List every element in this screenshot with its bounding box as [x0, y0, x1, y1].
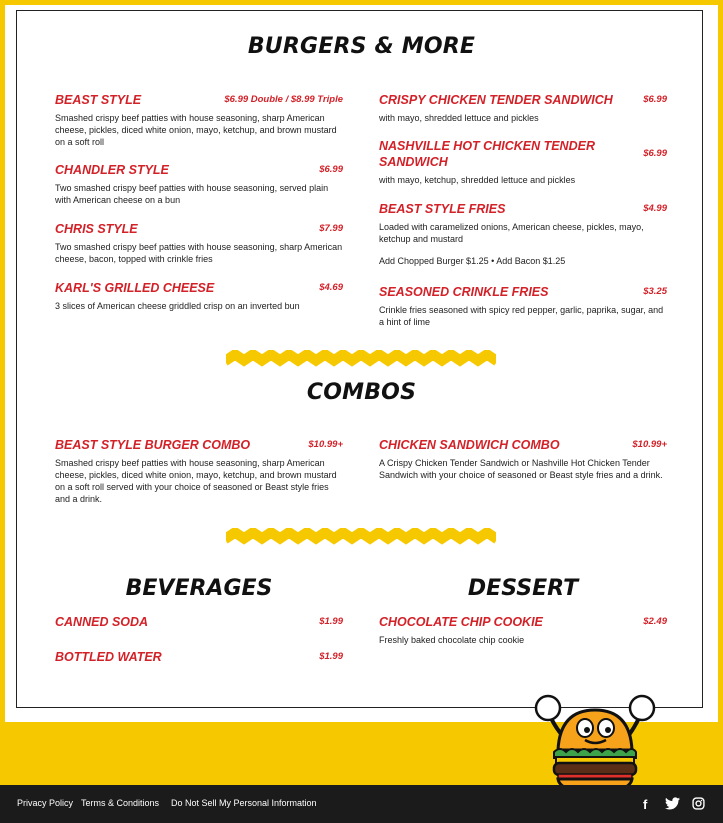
item-description: Loaded with caramelized onions, American cheese, pickles, mayo, ketchup and mustard — [379, 222, 644, 244]
item-name: CHRIS STYLE — [55, 222, 138, 236]
menu-item — [55, 649, 343, 665]
menu-item — [379, 614, 667, 646]
item-description: Two smashed crispy beef patties with house seasoning, sharp American cheese, bacon, topped with crinkle fries — [55, 242, 343, 264]
item-name: CANNED SODA — [55, 615, 149, 629]
item-price: $3.25 — [643, 286, 667, 297]
item-name: CHICKEN SANDWICH COMBO — [379, 438, 560, 452]
menu-item — [55, 437, 343, 505]
item-addons: Add Chopped Burger $1.25 • Add Bacon $1.25 — [379, 256, 566, 266]
zigzag-divider — [226, 528, 496, 546]
menu-item — [55, 162, 343, 206]
item-name: NASHVILLE HOT CHICKEN TENDER SANDWICH — [379, 139, 595, 169]
item-price: $4.99 — [643, 203, 667, 214]
menu-item — [379, 92, 667, 124]
item-description: Crinkle fries seasoned with spicy red pepper, garlic, paprika, sugar, and a hint of lime — [379, 305, 664, 327]
facebook-icon[interactable]: f — [643, 797, 648, 812]
item-name: CHANDLER STYLE — [55, 163, 169, 177]
item-description: Two smashed crispy beef patties with house seasoning, served plain with American cheese on a bun — [55, 183, 329, 205]
item-name: CHOCOLATE CHIP COOKIE — [379, 615, 543, 629]
item-price: $1.99 — [319, 651, 343, 662]
section-title-combos: COMBOS — [306, 380, 417, 405]
item-name: BEAST STYLE BURGER COMBO — [55, 438, 251, 452]
item-description: Smashed crispy beef patties with house seasoning, sharp American cheese, pickles, diced white onion, mayo, ketchup, and brown mustard on a soft roll — [55, 113, 337, 147]
terms-link[interactable]: Terms & Conditions — [81, 798, 160, 808]
item-description: 3 slices of American cheese griddled crisp on an inverted bun — [55, 301, 300, 311]
do-not-sell-link[interactable]: Do Not Sell My Personal Information — [171, 798, 317, 808]
menu-item — [55, 92, 343, 148]
menu-item — [379, 437, 667, 481]
item-description: Smashed crispy beef patties with house seasoning, sharp American cheese, pickles, diced white onion, mayo, ketchup, and brown mustard on a soft roll served with your choice of seasoned or Beast style fries and a drink. — [55, 458, 337, 504]
section-title-beverages: BEVERAGES — [125, 576, 273, 601]
item-price: $6.99 — [643, 94, 667, 105]
site-footer — [0, 785, 723, 823]
menu-item — [55, 280, 343, 312]
item-description: with mayo, ketchup, shredded lettuce and pickles — [379, 175, 576, 185]
instagram-icon[interactable] — [692, 797, 705, 810]
menu-item — [379, 284, 667, 328]
item-description: with mayo, shredded lettuce and pickles — [379, 113, 539, 123]
item-price: $6.99 — [319, 164, 343, 175]
item-name: BEAST STYLE FRIES — [379, 202, 506, 216]
section-title-burgers: BURGERS & MORE — [247, 34, 476, 59]
zigzag-divider — [226, 350, 496, 368]
menu-item — [379, 138, 667, 186]
privacy-policy-link[interactable]: Privacy Policy — [17, 798, 74, 808]
item-price: $10.99+ — [632, 439, 667, 450]
item-price: $2.49 — [643, 616, 667, 627]
item-name: SEASONED CRINKLE FRIES — [379, 285, 549, 299]
item-name: KARL'S GRILLED CHEESE — [55, 281, 215, 295]
item-name: BOTTLED WATER — [55, 650, 162, 664]
item-price: $1.99 — [319, 616, 343, 627]
menu-item — [55, 614, 343, 630]
menu-item — [55, 221, 343, 265]
item-description: Freshly baked chocolate chip cookie — [379, 635, 525, 645]
item-price: $10.99+ — [308, 439, 343, 450]
item-price: $4.69 — [319, 282, 343, 293]
menu-item — [379, 201, 667, 267]
item-description: A Crispy Chicken Tender Sandwich or Nashville Hot Chicken Tender Sandwich with your choice of seasoned or Beast style fries and a drink. — [379, 458, 663, 480]
item-price: $7.99 — [319, 223, 343, 234]
section-title-dessert: DESSERT — [467, 576, 579, 601]
item-price: $6.99 — [643, 148, 667, 159]
twitter-icon[interactable] — [665, 797, 680, 810]
item-price: $6.99 Double / $8.99 Triple — [224, 94, 343, 105]
item-name: BEAST STYLE — [55, 93, 142, 107]
item-name: CRISPY CHICKEN TENDER SANDWICH — [379, 93, 613, 107]
